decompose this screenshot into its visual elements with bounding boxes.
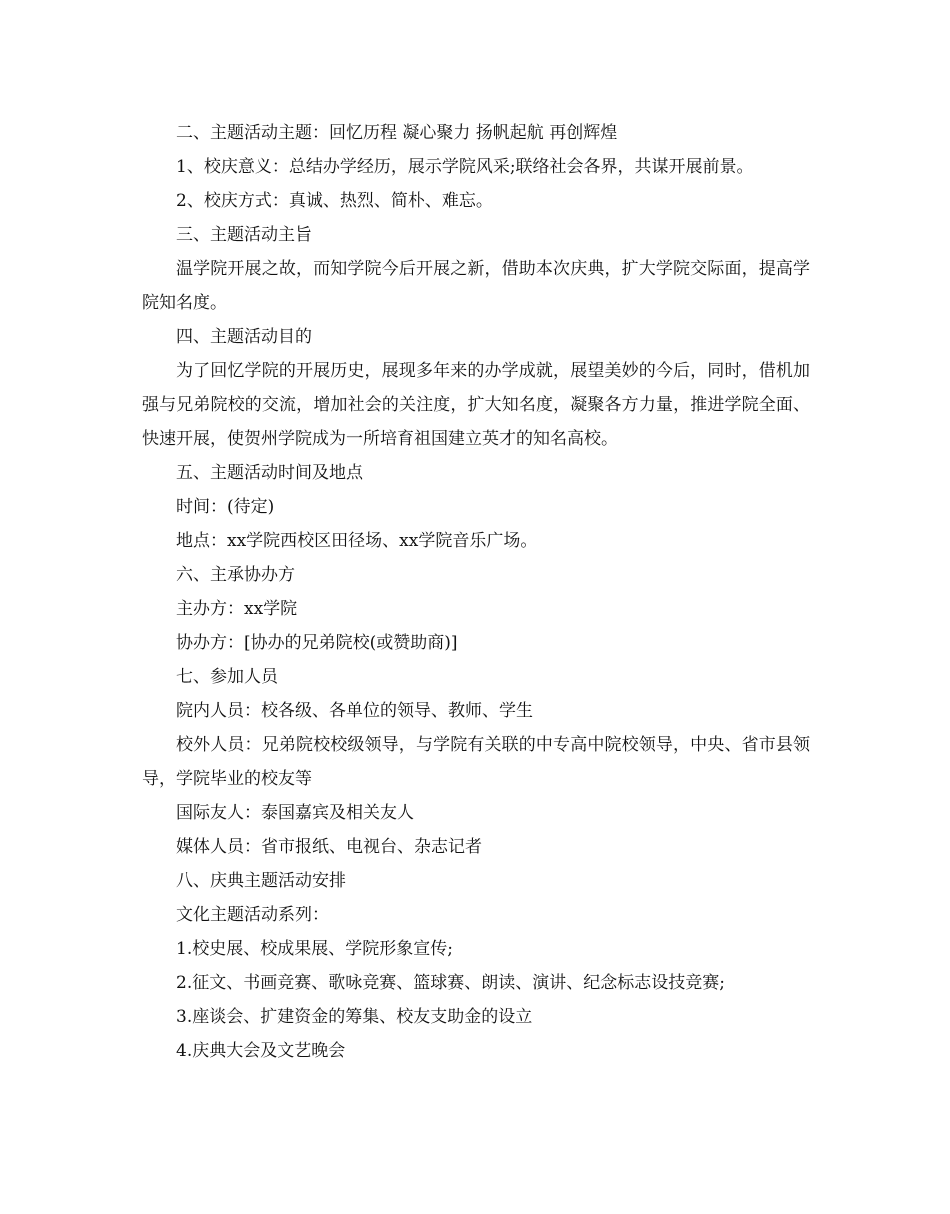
paragraph-external-participants: 校外人员：兄弟院校校级领导，与学院有关联的中专高中院校领导，中央、省市县领导，学院毕业的校友等: [142, 735, 810, 789]
list-item: 2.征文、书画竞赛、歌咏竞赛、篮球赛、朗读、演讲、纪念标志设技竞赛;: [176, 973, 725, 993]
section-heading-organizers: 六、主承协办方: [176, 565, 295, 585]
paragraph-host: 主办方：xx学院: [176, 599, 298, 619]
paragraph-cultural-series: 文化主题活动系列：: [176, 905, 329, 925]
paragraph-media: 媒体人员：省市报纸、电视台、杂志记者: [176, 837, 482, 857]
section-heading-theme: 二、主题活动主题：回忆历程 凝心聚力 扬帆起航 再创辉煌: [176, 123, 618, 143]
list-item: 3.座谈会、扩建资金的筹集、校友支助金的设立: [176, 1007, 533, 1027]
paragraph-place: 地点：xx学院西校区田径场、xx学院音乐广场。: [176, 531, 538, 551]
section-heading-schedule: 八、庆典主题活动安排: [176, 871, 346, 891]
paragraph-purpose: 温学院开展之故，而知学院今后开展之新，借助本次庆典，扩大学院交际面，提高学院知名度。: [142, 259, 810, 313]
paragraph-international-guests: 国际友人：泰国嘉宾及相关友人: [176, 803, 414, 823]
document-body: [142, 116, 810, 1068]
paragraph-time: 时间：(待定): [176, 497, 275, 517]
paragraph-significance: 1、校庆意义：总结办学经历，展示学院风采;联络社会各界，共谋开展前景。: [176, 157, 754, 177]
paragraph-goal: 为了回忆学院的开展历史，展现多年来的办学成就，展望美妙的今后，同时，借机加强与兄弟院校的交流，增加社会的关注度，扩大知名度，凝聚各方力量，推进学院全面、快速开展，使贺州学院成为一所培育祖国建立英才的知名高校。: [142, 361, 810, 449]
list-item: 1.校史展、校成果展、学院形象宣传;: [176, 939, 453, 959]
paragraph-co-host: 协办方：[协办的兄弟院校(或赞助商)]: [176, 633, 458, 653]
section-heading-goal: 四、主题活动目的: [176, 327, 312, 347]
list-item: 4.庆典大会及文艺晚会: [176, 1041, 346, 1061]
paragraph-method: 2、校庆方式：真诚、热烈、简朴、难忘。: [176, 191, 493, 211]
section-heading-time-place: 五、主题活动时间及地点: [176, 463, 363, 483]
section-heading-participants: 七、参加人员: [176, 667, 278, 687]
section-heading-purpose: 三、主题活动主旨: [176, 225, 312, 245]
paragraph-internal-participants: 院内人员：校各级、各单位的领导、教师、学生: [176, 701, 533, 721]
